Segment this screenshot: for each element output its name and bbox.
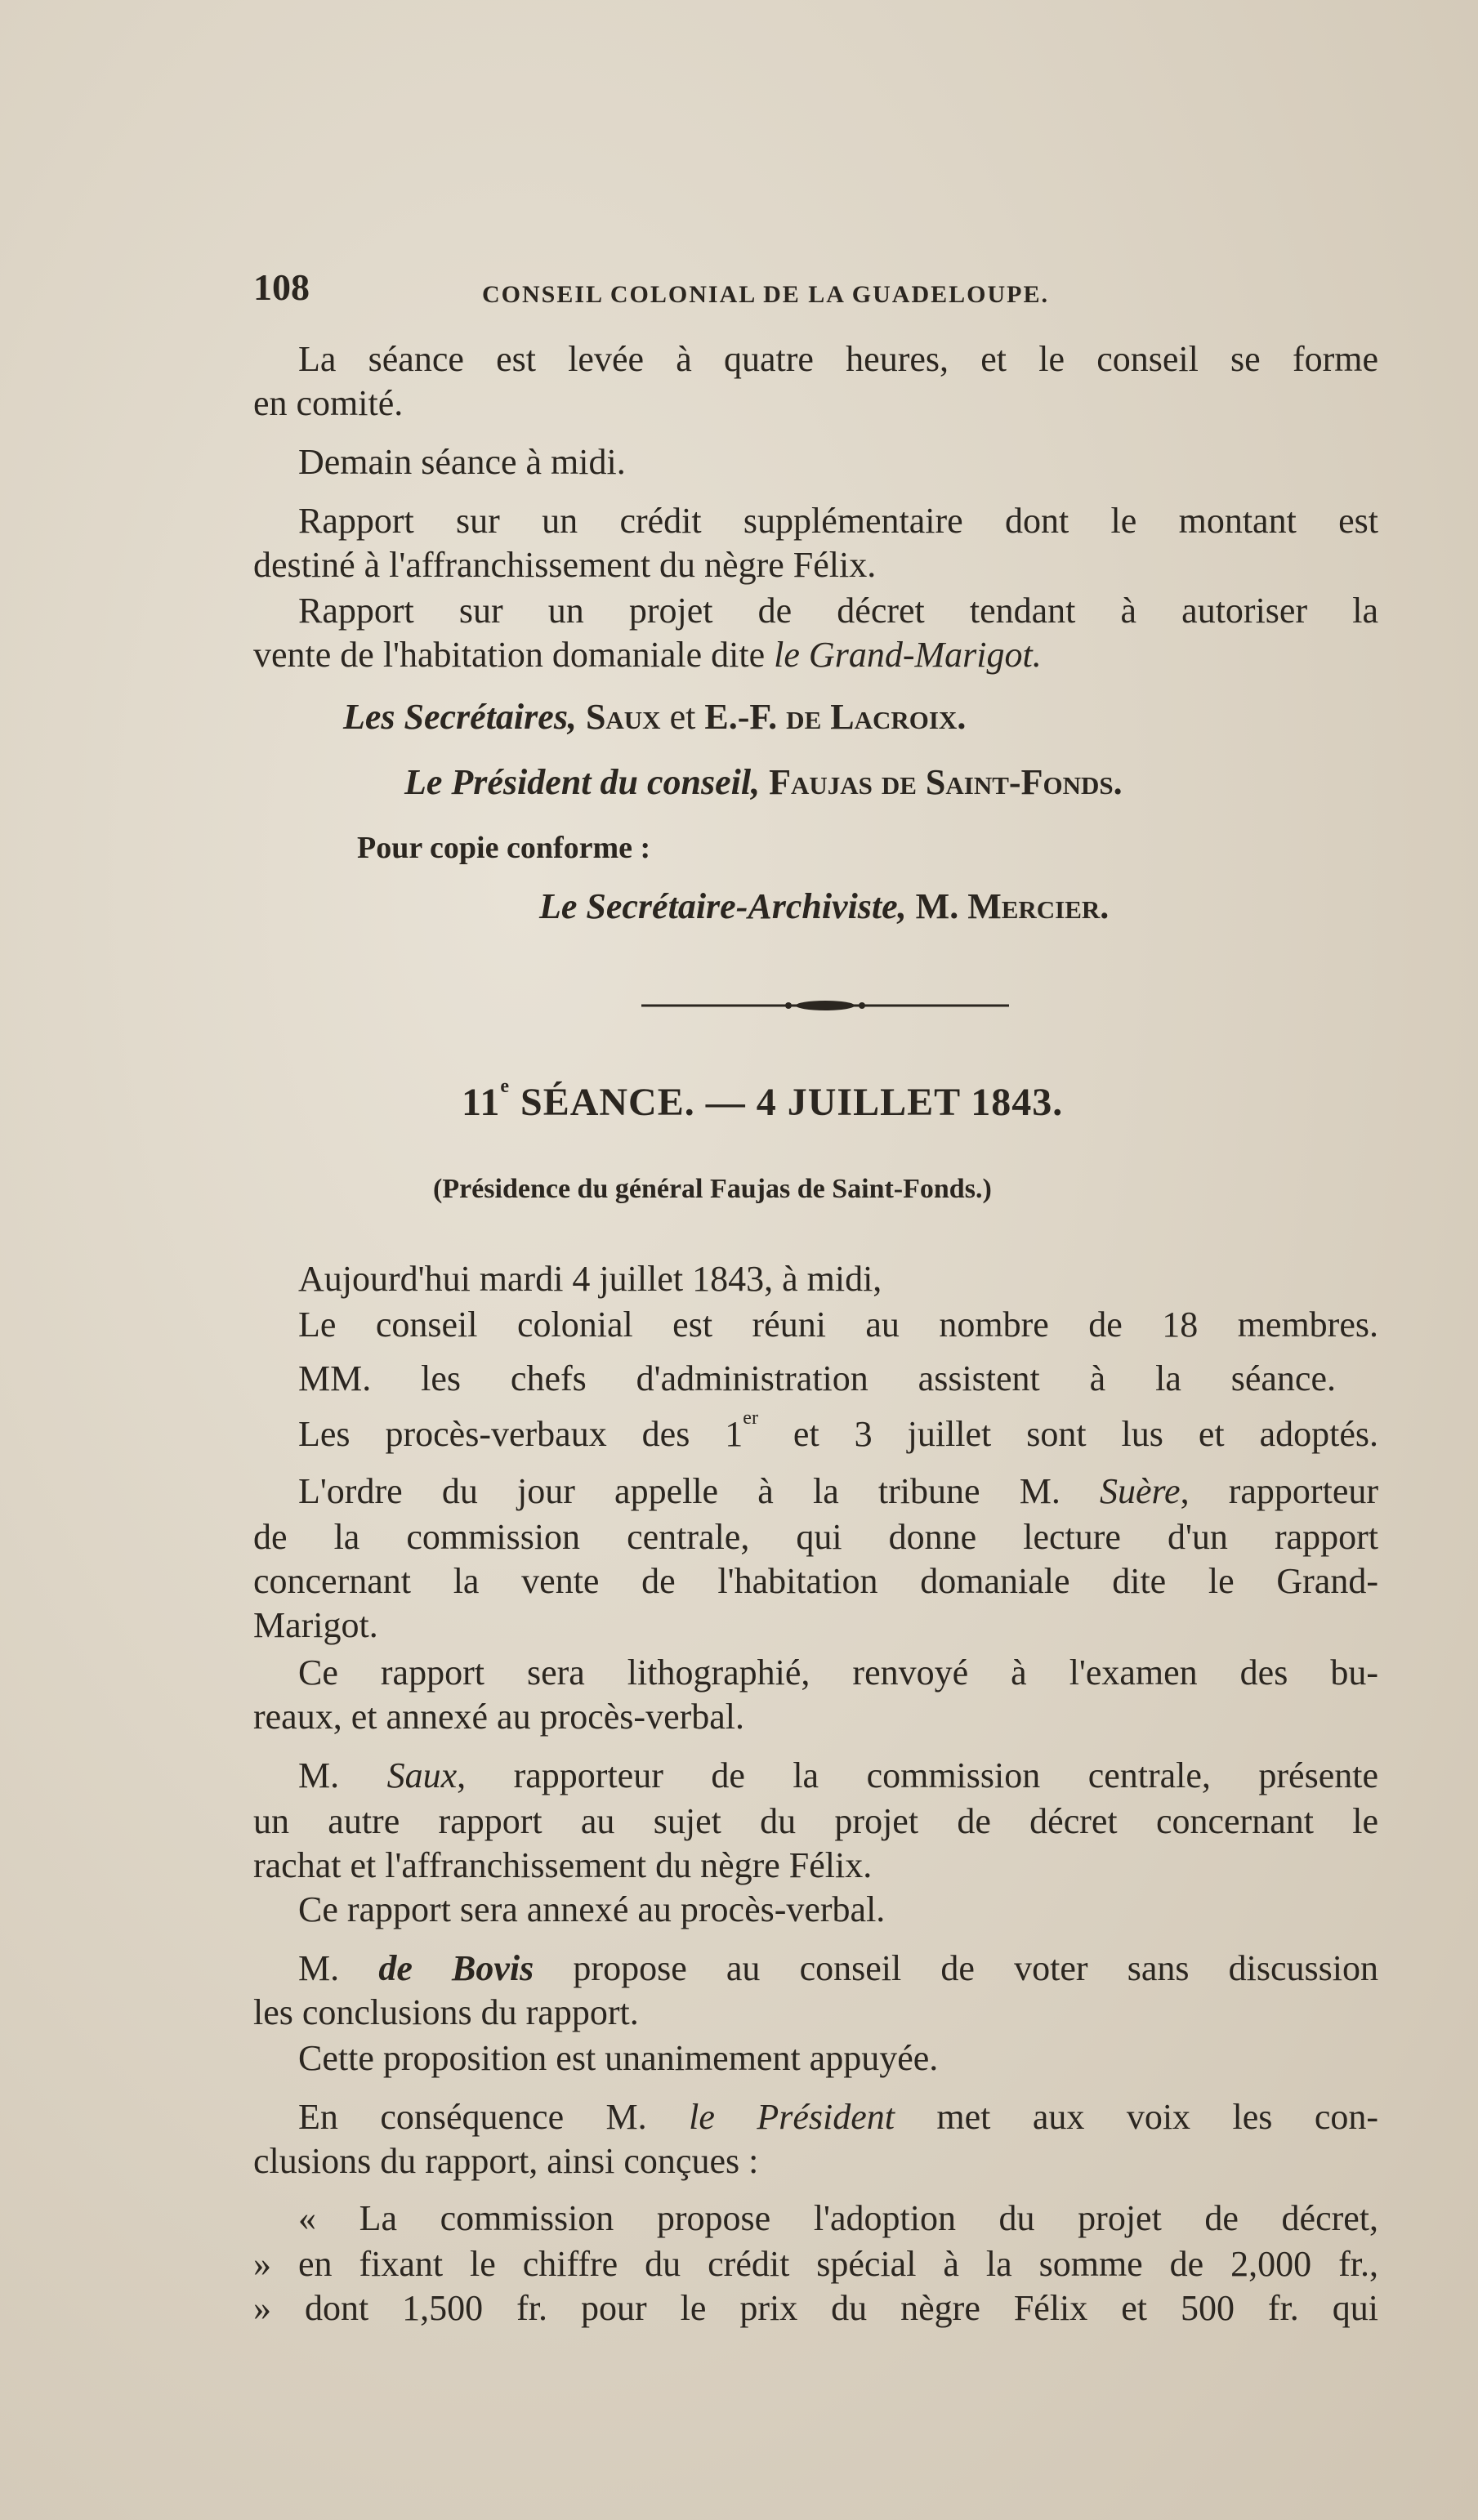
seance-sup: e (500, 1076, 511, 1097)
text-span: M. (298, 1948, 379, 1988)
person-name: de Bovis (378, 1948, 534, 1988)
quote-line: « La commission propose l'adoption du projet de décret, (298, 2198, 1378, 2238)
text-line: Marigot. (253, 1605, 378, 1645)
text-line (298, 2096, 1378, 2139)
text-line (253, 634, 1042, 676)
pres-name: Faujas de Saint-Fonds. (769, 762, 1123, 802)
seance-text: SÉANCE. — 4 JUILLET 1843. (510, 1081, 1064, 1124)
sec-name-2: E.-F. de Lacroix. (704, 697, 967, 737)
sec-and: et (660, 697, 705, 737)
text-line: Aujourd'hui mardi 4 juillet 1843, à midi, (298, 1259, 882, 1299)
text-span: vente de l'habitation domaniale dite (253, 635, 775, 675)
seance-title (462, 1076, 1064, 1124)
seance-number: 11 (462, 1081, 501, 1124)
person-name: Suère (1100, 1471, 1181, 1511)
text-line: reaux, et annexé au procès-verbal. (253, 1697, 745, 1737)
signature-secretaires (343, 696, 966, 738)
text-line: un autre rapport au sujet du projet de décret concernant le (253, 1801, 1378, 1841)
presidence: (Présidence du général Faujas de Saint-Fonds.) (433, 1174, 992, 1204)
text-line (298, 1407, 1378, 1456)
text-line: Le conseil colonial est réuni au nombre de 18 membres. (298, 1305, 1378, 1345)
text-line: Rapport sur un crédit supplémentaire dont le montant est (298, 501, 1378, 541)
text-line: en comité. (253, 383, 404, 423)
person-name: le Président (689, 2097, 895, 2137)
text-span: met aux voix les con- (894, 2097, 1378, 2137)
text-line: les conclusions du rapport. (253, 1992, 639, 2032)
ornamental-rule (641, 1000, 1009, 1011)
text-span: , rapporteur (1180, 1471, 1378, 1511)
text-line (298, 1947, 1378, 1990)
text-line: destiné à l'affranchissement du nègre Félix. (253, 545, 877, 585)
text-line: La séance est levée à quatre heures, et le conseil se forme (298, 339, 1378, 379)
person-name: Saux (386, 1755, 458, 1795)
pres-label: Le Président du conseil, (404, 762, 761, 802)
sec-label: Les Secrétaires, (343, 697, 577, 737)
text-span: propose au conseil de voter sans discussion (534, 1948, 1379, 1988)
quote-line: » en fixant le chiffre du crédit spécial à la somme de 2,000 fr., (253, 2244, 1378, 2284)
text-line: Rapport sur un projet de décret tendant à autoriser la (298, 591, 1378, 631)
sup-er: er (743, 1407, 758, 1429)
arch-name: M. Mercier. (915, 886, 1110, 926)
running-title: CONSEIL COLONIAL DE LA GUADELOUPE. (482, 281, 1049, 308)
text-span: et 3 juillet sont lus et adoptés. (757, 1414, 1378, 1454)
text-line: Ce rapport sera lithographié, renvoyé à l'examen des bu- (298, 1652, 1378, 1693)
page-number: 108 (253, 266, 310, 308)
text-line: de la commission centrale, qui donne lecture d'un rapport (253, 1517, 1378, 1557)
text-span: M. (298, 1755, 387, 1795)
text-line: Demain séance à midi. (298, 442, 626, 482)
text-line: rachat et l'affranchissement du nègre Félix. (253, 1845, 873, 1885)
copie-conforme: Pour copie conforme : (357, 831, 651, 865)
text-line (298, 1470, 1378, 1513)
sec-name-1: Saux (585, 697, 661, 737)
text-span: L'ordre du jour appelle à la tribune M. (298, 1471, 1101, 1511)
text-line: Ce rapport sera annexé au procès-verbal. (298, 1889, 886, 1929)
text-span: En conséquence M. (298, 2097, 690, 2137)
text-line: MM. les chefs d'administration assistent à la séance. (298, 1358, 1336, 1398)
quote-line: » dont 1,500 fr. pour le prix du nègre Félix et 500 fr. qui (253, 2288, 1378, 2328)
signature-archiviste (539, 885, 1109, 928)
text-span: Les procès-verbaux des 1 (298, 1414, 743, 1454)
text-span: , rapporteur de la commission centrale, présente (457, 1755, 1378, 1795)
signature-president (404, 761, 1123, 804)
text-line (298, 1755, 1378, 1797)
place-name: le Grand-Marigot. (774, 635, 1042, 675)
text-line: Cette proposition est unanimement appuyée. (298, 2038, 939, 2078)
text-line: concernant la vente de l'habitation domaniale dite le Grand- (253, 1561, 1378, 1601)
arch-label: Le Secrétaire-Archiviste, (539, 886, 907, 926)
text-line: clusions du rapport, ainsi conçues : (253, 2141, 759, 2181)
